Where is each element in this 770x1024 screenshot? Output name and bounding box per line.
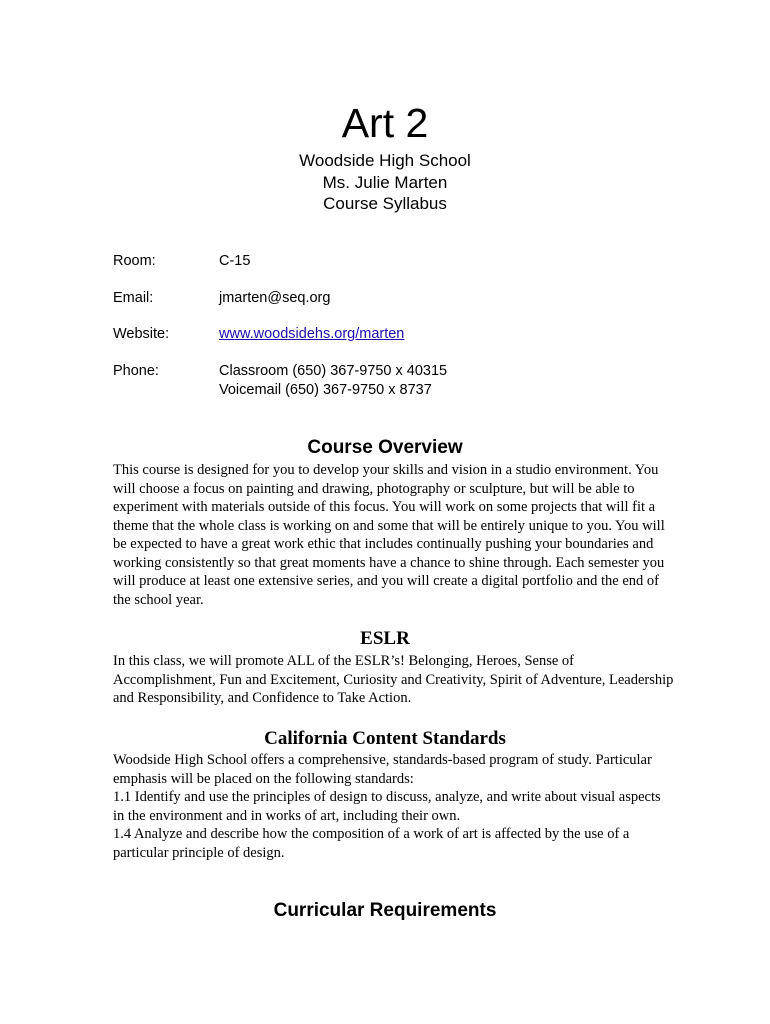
paragraph-line: particular principle of design. [113,844,285,861]
website-link[interactable]: www.woodsidehs.org/marten [219,326,405,342]
paragraph-line: theme that the whole class is working on and some that will be entirely unique to you. You will [113,517,665,534]
school-name: Woodside High School [299,151,471,170]
email-label: Email: [113,290,154,306]
course-overview-text [113,461,703,609]
email-value: jmarten@seq.org [219,290,331,306]
document-type: Course Syllabus [323,194,447,213]
paragraph-line: 1.1 Identify and use the principles of design to discuss, analyze, and write about visual aspects [113,789,661,805]
room-value: C-15 [219,253,251,269]
paragraph-line: Woodside High School offers a comprehensive, standards-based program of study. Particular [113,752,652,768]
paragraph-line: 1.4 Analyze and describe how the composition of a work of art is affected by the use of a [113,826,630,842]
curricular-requirements-heading: Curricular Requirements [273,900,497,921]
paragraph-line: Accomplishment, Fun and Excitement, Curiosity and Creativity, Spirit of Adventure, Leadership [113,671,674,688]
course-overview-heading: Course Overview [307,437,463,458]
eslr-heading: ESLR [360,628,410,649]
paragraph-line: In this class, we will promote ALL of the ESLR’s! Belonging, Heroes, Sense of [113,653,574,669]
phone-classroom: Classroom (650) 367-9750 x 40315 [219,363,448,379]
page-title: Art 2 [341,100,429,146]
phone-label: Phone: [113,363,159,379]
website-label: Website: [113,326,170,342]
website-link-wrap [219,325,404,344]
paragraph-line: experiment with materials outside of this focus. You will work on some projects that will fit a [113,499,656,515]
paragraph-line: emphasis will be placed on the following standards: [113,770,414,787]
paragraph-line: in the environment and in works of art, including their own. [113,807,461,824]
paragraph-line: be expected to have a great work ethic that includes continually pushing your boundaries and [113,536,654,552]
standards-text [113,751,703,862]
teacher-name: Ms. Julie Marten [322,172,448,192]
paragraph-line: and Responsibility, and Confidence to Take Action. [113,690,412,706]
paragraph-line: the school year. [113,591,204,608]
eslr-text [113,652,703,708]
paragraph-line: This course is designed for you to develop your skills and vision in a studio environment. You [113,462,659,478]
phone-values [219,362,447,399]
room-label: Room: [113,253,156,269]
paragraph-line: working consistently so that great moments have a chance to shine through. Each semester you [113,554,665,571]
phone-voicemail: Voicemail (650) 367-9750 x 8737 [219,381,432,398]
subtitle-block [0,150,770,215]
paragraph-line: will choose a focus on painting and drawing, photography or sculpture, but will be able to [113,480,635,497]
paragraph-line: will produce at least one extensive series, and you will create a digital portfolio and the end of [113,573,659,589]
standards-heading: California Content Standards [264,728,506,749]
